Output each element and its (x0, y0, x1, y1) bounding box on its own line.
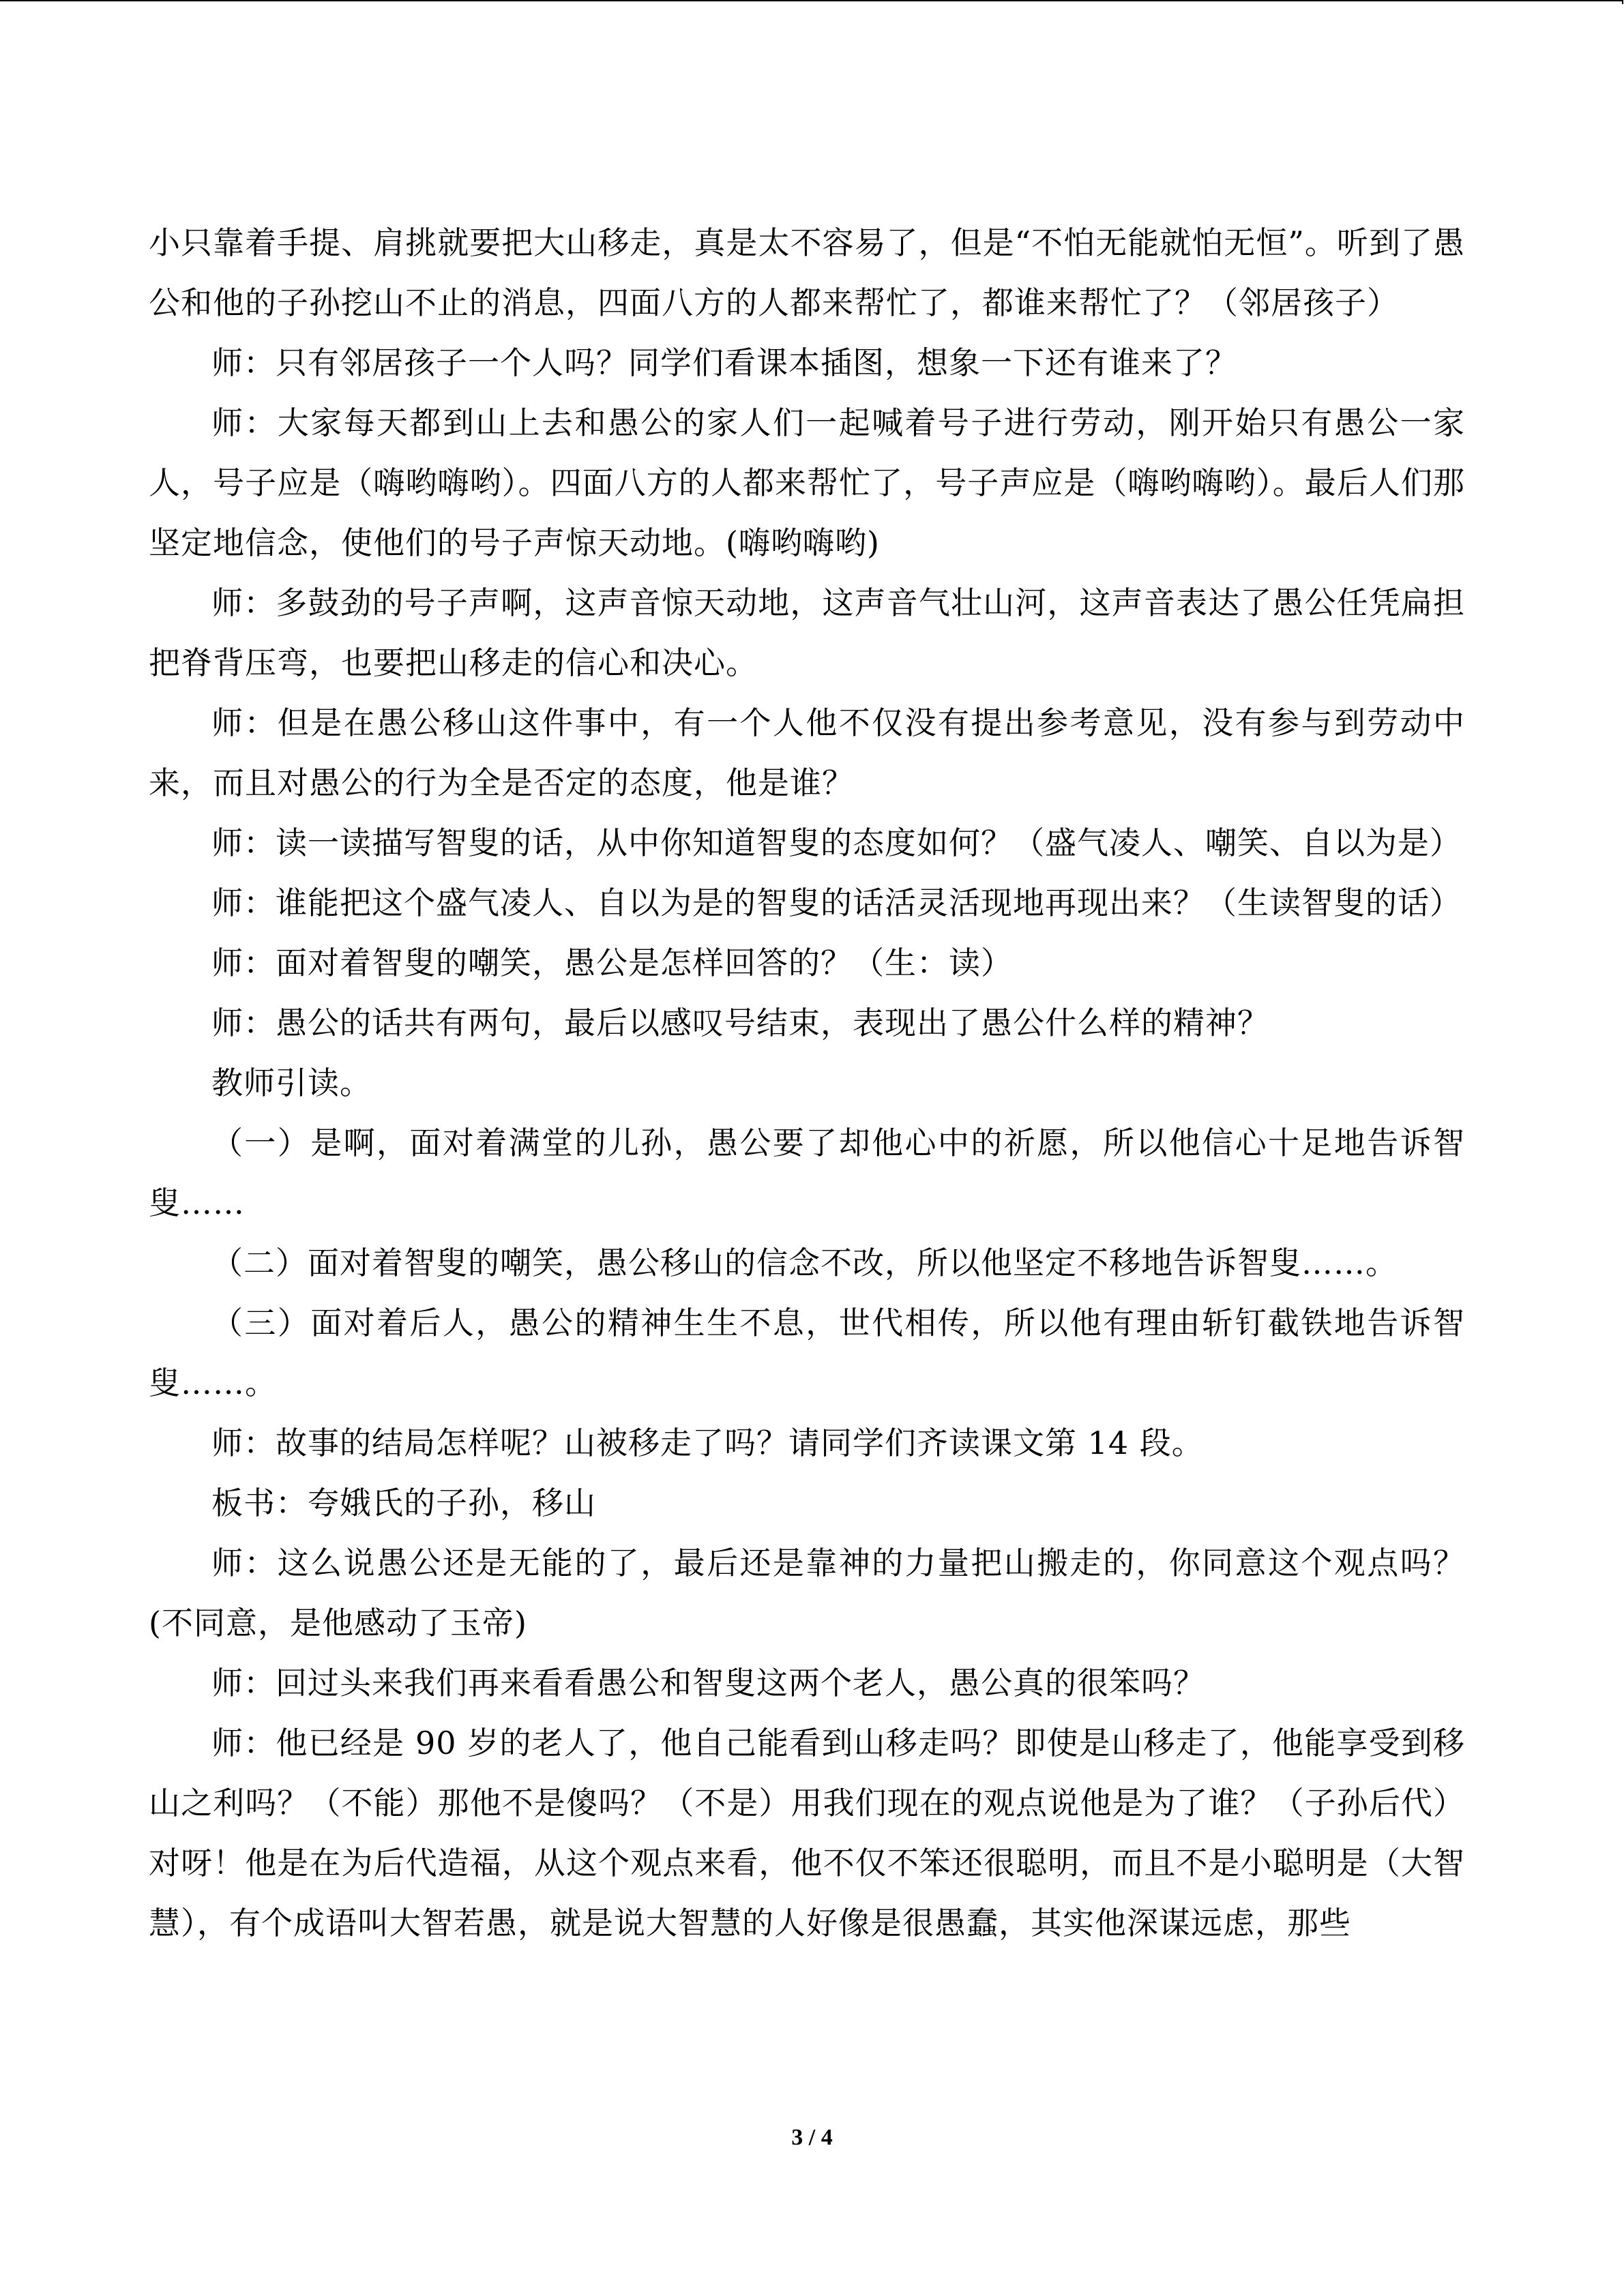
body-text (149, 213, 1465, 1953)
paragraph-8: 师：面对着智叟的嘲笑，愚公是怎样回答的？（生：读） (211, 944, 1013, 981)
paragraph-17: 师：回过头来我们再来看看愚公和智叟这两个老人，愚公真的很笨吗？ (211, 1665, 1205, 1701)
paragraph-9: 师：愚公的话共有两句，最后以感叹号结束，表现出了愚公什么样的精神？ (211, 1004, 1269, 1041)
paragraph-15: 板书：夸娥氏的子孙，移山 (211, 1485, 596, 1521)
paragraph-5: 师：但是在愚公移山这件事中，有一个人他不仅没有提出参考意见，没有参与到劳动中来，而且对愚公的行为全是否定的态度，他是谁？ (149, 704, 1465, 801)
paragraph-7: 师：谁能把这个盛气凌人、自以为是的智叟的话活灵活现地再现出来？（生读智叟的话） (211, 884, 1462, 921)
paragraph-2: 师：只有邻居孩子一个人吗？同学们看课本插图，想象一下还有谁来了？ (211, 344, 1237, 381)
paragraph-12: （二）面对着智叟的嘲笑，愚公移山的信念不改，所以他坚定不移地告诉智叟……。 (211, 1244, 1398, 1281)
paragraph-13: （三）面对着后人，愚公的精神生生不息，世代相传，所以他有理由斩钉截铁地告诉智叟……。 (149, 1304, 1465, 1401)
paragraph-14: 师：故事的结局怎样呢？山被移走了吗？请同学们齐读课文第 14 段。 (211, 1425, 1204, 1461)
paragraph-11: （一）是啊，面对着满堂的儿孙，愚公要了却他心中的祈愿，所以他信心十足地告诉智叟…… (149, 1124, 1465, 1221)
paragraph-1: 小只靠着手提、肩挑就要把大山移走，真是太不容易了，但是“不怕无能就怕无恒”。听到了愚公和他的子孙挖山不止的消息，四面八方的人都来帮忙了，都谁来帮忙了？（邻居孩子） (149, 224, 1465, 321)
page-border (0, 0, 1623, 4)
paragraph-10: 教师引读。 (211, 1064, 372, 1101)
paragraph-4: 师：多鼓劲的号子声啊，这声音惊天动地，这声音气壮山河，这声音表达了愚公任凭扁担把脊背压弯，也要把山移走的信心和决心。 (149, 584, 1465, 681)
paragraph-18: 师：他已经是 90 岁的老人了，他自己能看到山移走吗？即使是山移走了，他能享受到移山之利吗？（不能）那他不是傻吗？（不是）用我们现在的观点说他是为了谁？（子孙后代）对呀！他是在为后代造福，从这个观点来看，他不仅不笨还很聪明，而且不是小聪明是（大智慧），有个成语叫大智若愚，就是说大智慧的人好像是很愚蠢，其实他深谋远虑，那些 (149, 1725, 1465, 1941)
paragraph-3: 师：大家每天都到山上去和愚公的家人们一起喊着号子进行劳动，刚开始只有愚公一家人，号子应是（嗨哟嗨哟）。四面八方的人都来帮忙了，号子声应是（嗨哟嗨哟）。最后人们那坚定地信念，使他们的号子声惊天动地。(嗨哟嗨哟) (149, 404, 1465, 561)
page-number: 3 / 4 (791, 2125, 833, 2150)
paragraph-16: 师：这么说愚公还是无能的了，最后还是靠神的力量把山搬走的，你同意这个观点吗？(不同意，是他感动了玉帝) (149, 1545, 1465, 1641)
paragraph-6: 师：读一读描写智叟的话，从中你知道智叟的态度如何？（盛气凌人、嘲笑、自以为是） (211, 824, 1462, 861)
